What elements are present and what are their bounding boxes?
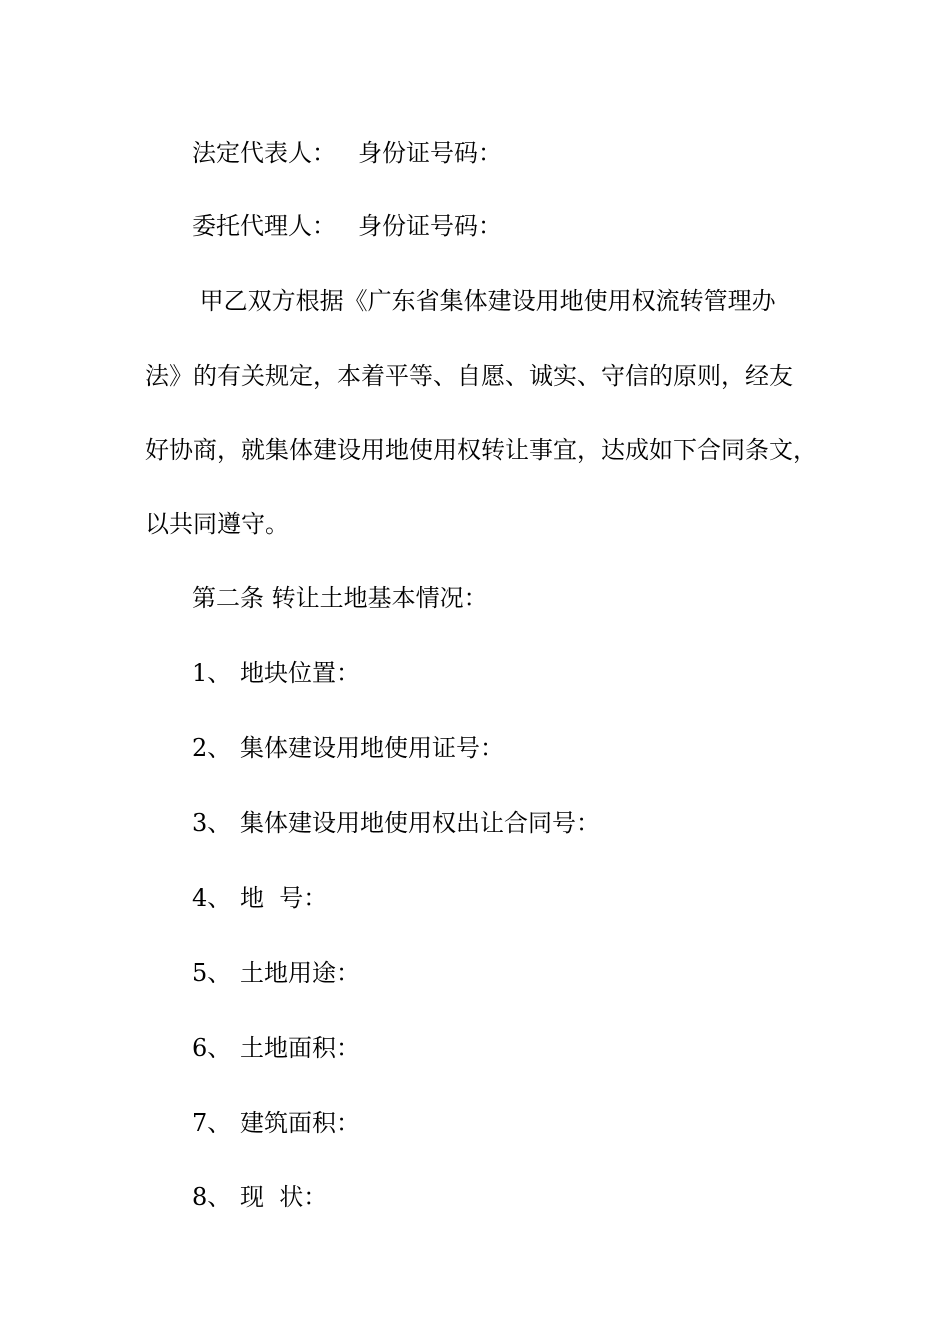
- list-item: [192, 958, 360, 988]
- item-text: 土地用途：: [240, 959, 360, 987]
- item-text: 集体建设用地使用证号：: [240, 734, 504, 762]
- legal-representative-line: [192, 138, 502, 168]
- list-item: [192, 1108, 360, 1138]
- item-number: 7、: [192, 1109, 232, 1137]
- preamble-line-1: 甲乙双方根据《广东省集体建设用地使用权流转管理办: [192, 287, 776, 315]
- item-text: 集体建设用地使用权出让合同号：: [240, 809, 600, 837]
- article-title: 第二条 转让土地基本情况：: [192, 584, 488, 612]
- item-text: 土地面积：: [240, 1034, 360, 1062]
- agent-line: [192, 211, 502, 241]
- item-number: 3、: [192, 809, 232, 837]
- preamble-line-2: 法》的有关规定，本着平等、自愿、诚实、守信的原则，经友: [145, 362, 793, 390]
- list-item: [192, 808, 600, 838]
- item-text: 地块位置：: [240, 659, 360, 687]
- preamble-line-4: 以共同遵守。: [145, 510, 289, 538]
- agent-id-label: 身份证号码：: [358, 212, 502, 240]
- preamble-line-3: 好协商，就集体建设用地使用权转让事宜，达成如下合同条文，: [145, 436, 817, 464]
- item-text: 现 状：: [240, 1183, 328, 1211]
- legal-representative-id-label: 身份证号码：: [358, 139, 502, 167]
- agent-label: 委托代理人：: [192, 212, 336, 240]
- legal-representative-label: 法定代表人：: [192, 139, 336, 167]
- item-text: 地 号：: [240, 884, 328, 912]
- item-number: 2、: [192, 734, 232, 762]
- item-number: 8、: [192, 1183, 232, 1211]
- list-item: [192, 1033, 360, 1063]
- list-item: [192, 1182, 327, 1212]
- item-number: 1、: [192, 659, 232, 687]
- list-item: [192, 658, 360, 688]
- list-item: [192, 733, 504, 763]
- item-text: 建筑面积：: [240, 1109, 360, 1137]
- item-number: 4、: [192, 884, 232, 912]
- item-number: 5、: [192, 959, 232, 987]
- list-item: [192, 883, 327, 913]
- item-number: 6、: [192, 1034, 232, 1062]
